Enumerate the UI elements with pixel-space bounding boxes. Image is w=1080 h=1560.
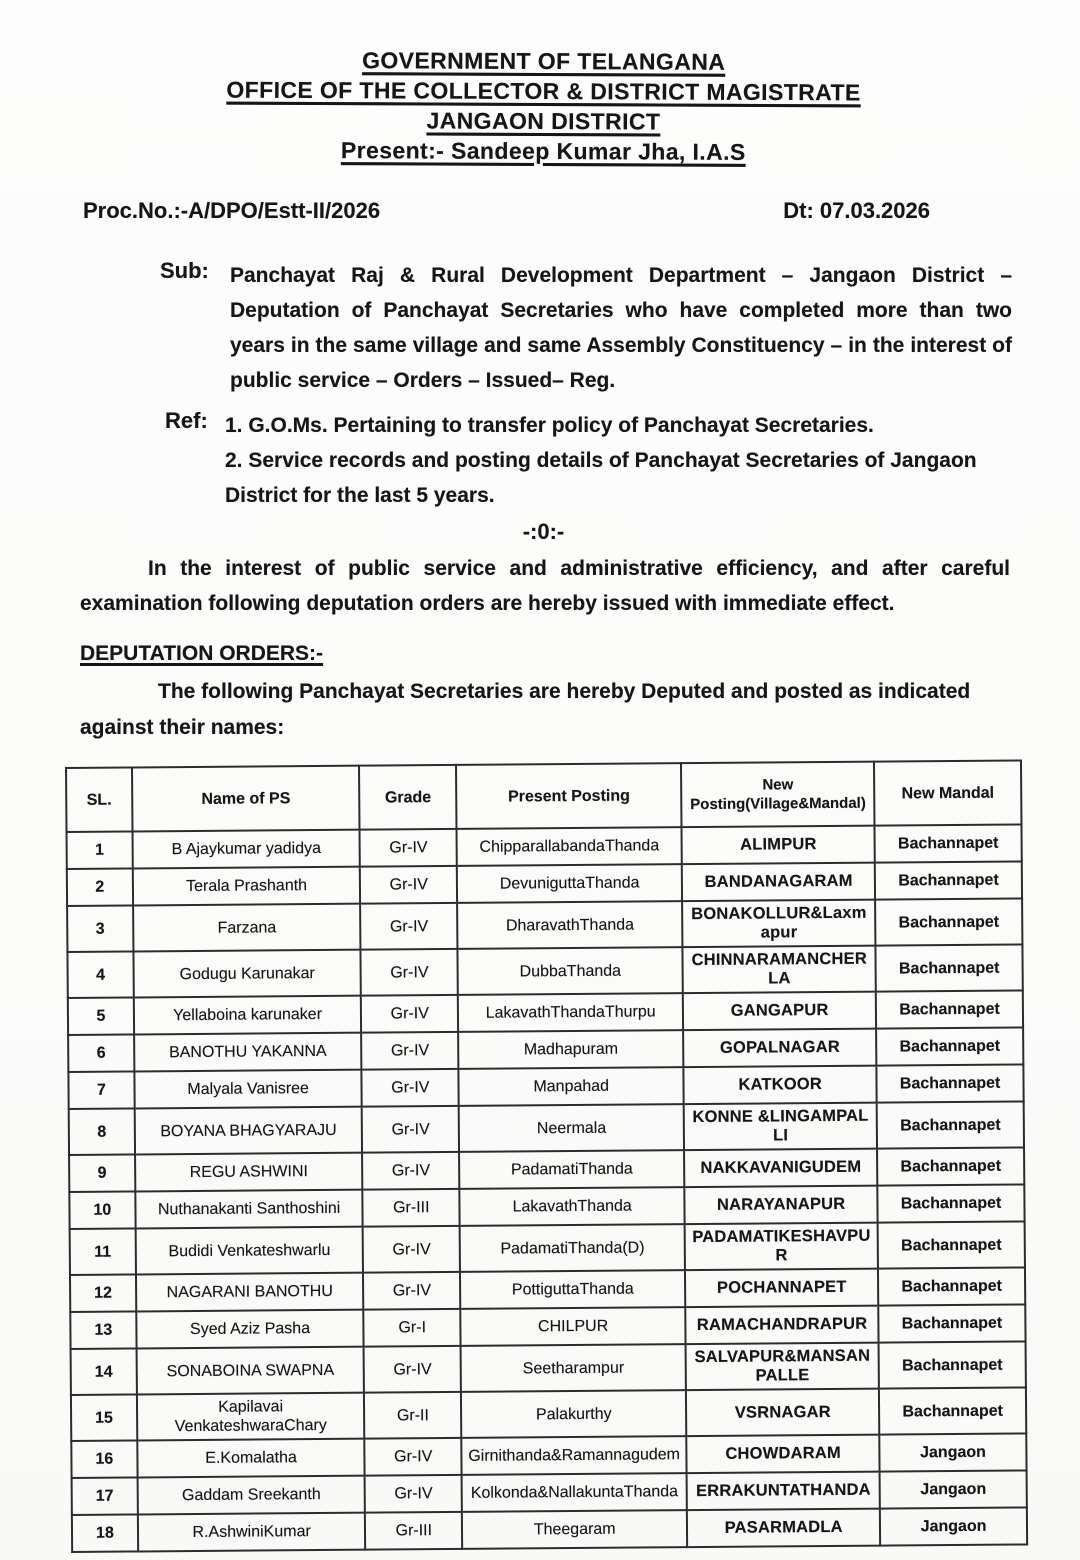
cell-new-posting: VSRNAGAR — [686, 1389, 879, 1437]
cell-sl: 5 — [68, 997, 134, 1035]
col-header-name: Name of PS — [132, 766, 360, 832]
cell-new-mandal: Bachannapet — [878, 1184, 1025, 1222]
cell-sl: 2 — [67, 868, 133, 906]
cell-new-posting: PADAMATIKESHAVPUR — [685, 1223, 878, 1271]
cell-sl: 3 — [67, 905, 133, 952]
cell-present: Theegaram — [462, 1510, 687, 1549]
cell-sl: 6 — [68, 1034, 134, 1072]
cell-new-posting: GOPALNAGAR — [683, 1029, 876, 1068]
cell-new-mandal: Bachannapet — [875, 824, 1022, 862]
cell-name: Syed Aziz Pasha — [136, 1310, 364, 1349]
cell-sl: 11 — [70, 1228, 136, 1275]
cell-new-mandal: Bachannapet — [879, 1387, 1026, 1434]
cell-name: Nuthanakanti Santhoshini — [135, 1190, 363, 1229]
cell-present: DevuniguttaThanda — [457, 864, 682, 903]
cell-present: DharavathThanda — [457, 901, 682, 949]
subject-text: Panchayat Raj & Rural Development Department – Jangaon District – Deputation of Panchayat Secretaries who have completed more than two years in the same village and same Assembly Constituency – in the interest of public service – Orders – Issued– Reg. — [230, 264, 1012, 392]
cell-name: Godugu Karunakar — [133, 950, 361, 998]
cell-new-posting: GANGAPUR — [683, 992, 876, 1031]
reference-items — [225, 408, 1015, 513]
cell-grade: Gr-IV — [361, 995, 458, 1033]
cell-sl: 15 — [71, 1394, 137, 1441]
table-row — [67, 944, 1022, 997]
col-header-grade: Grade — [359, 765, 456, 830]
cell-present: Palakurthy — [461, 1390, 686, 1438]
cell-present: LakavathThandaThurpu — [458, 993, 683, 1032]
cell-present: PottiguttaThanda — [460, 1270, 685, 1309]
cell-present: DubbaThanda — [458, 947, 683, 995]
col-header-new-posting: New Posting(Village&Mandal) — [681, 762, 874, 828]
table-row — [70, 1221, 1025, 1274]
deputation-table — [65, 759, 1028, 1552]
col-header-sl: SL. — [66, 767, 132, 832]
cell-sl: 7 — [68, 1071, 134, 1109]
cell-name: BOYANA BHAGYARAJU — [134, 1107, 362, 1155]
cell-sl: 17 — [72, 1477, 138, 1515]
cell-new-posting: RAMACHANDRAPUR — [685, 1306, 878, 1345]
table-row — [71, 1341, 1026, 1394]
cell-new-mandal: Bachannapet — [877, 1147, 1024, 1185]
cell-name: Malyala Vanisree — [134, 1070, 362, 1109]
cell-new-posting: SALVAPUR&MANSANPALLE — [686, 1343, 879, 1391]
cell-present: Madhapuram — [458, 1030, 683, 1069]
cell-new-mandal: Bachannapet — [876, 990, 1023, 1028]
cell-new-posting: ERRAKUNTATHANDA — [687, 1472, 880, 1511]
cell-sl: 1 — [67, 831, 133, 869]
cell-grade: Gr-IV — [360, 866, 457, 904]
table-head — [66, 760, 1021, 831]
cell-name: Gaddam Sreekanth — [137, 1476, 365, 1515]
cell-name: Farzana — [133, 904, 361, 952]
cell-grade: Gr-IV — [362, 1032, 459, 1070]
cell-new-mandal: Jangaon — [880, 1470, 1027, 1508]
cell-new-mandal: Bachannapet — [878, 1267, 1025, 1305]
cell-grade: Gr-IV — [362, 1152, 459, 1190]
cell-grade: Gr-IV — [363, 1272, 460, 1310]
cell-present: LakavathThanda — [459, 1187, 684, 1226]
cell-new-mandal: Bachannapet — [879, 1341, 1026, 1388]
cell-sl: 18 — [72, 1514, 138, 1552]
cell-new-posting: CHOWDARAM — [687, 1435, 880, 1474]
cell-present: Neermala — [459, 1104, 684, 1152]
cell-name: E.Komalatha — [137, 1439, 365, 1478]
orders-intro: The following Panchayat Secretaries are hereby Deputed and posted as indicated against their names: — [80, 680, 971, 739]
cell-grade: Gr-IV — [360, 829, 457, 867]
cell-name: Terala Prashanth — [133, 867, 361, 906]
table-row — [71, 1387, 1026, 1440]
cell-present: Kolkonda&NallakuntaThanda — [462, 1473, 687, 1512]
cell-new-mandal: Bachannapet — [877, 1064, 1024, 1102]
cell-new-posting: NAKKAVANIGUDEM — [684, 1149, 877, 1188]
cell-present: Girnithanda&Ramannagudem — [461, 1436, 686, 1475]
letterhead — [65, 44, 1023, 168]
cell-grade: Gr-I — [364, 1309, 461, 1347]
cell-sl: 4 — [67, 951, 133, 998]
cell-new-posting: NARAYANAPUR — [685, 1186, 878, 1225]
reference-item-1: 1. G.O.Ms. Pertaining to transfer policy of Panchayat Secretaries. — [225, 414, 874, 437]
cell-grade: Gr-II — [364, 1392, 461, 1439]
district-title: JANGAON DISTRICT — [426, 107, 661, 135]
reference-block — [165, 408, 1022, 513]
section-separator: -:0:- — [522, 519, 565, 544]
cell-present: PadamatiThanda(D) — [460, 1224, 685, 1272]
cell-sl: 8 — [69, 1108, 135, 1155]
cell-new-posting: CHINNARAMANCHERLA — [683, 946, 876, 994]
cell-grade: Gr-IV — [361, 949, 458, 996]
table-row — [72, 1507, 1027, 1551]
cell-present: Manpahad — [459, 1067, 684, 1106]
cell-new-mandal: Bachannapet — [875, 898, 1022, 945]
cell-grade: Gr-IV — [362, 1106, 459, 1153]
cell-new-posting: BANDANAGARAM — [682, 863, 875, 902]
cell-sl: 16 — [71, 1440, 137, 1478]
cell-new-mandal: Bachannapet — [877, 1101, 1024, 1148]
proc-row — [83, 198, 1022, 224]
cell-grade: Gr-IV — [364, 1346, 461, 1393]
cell-grade: Gr-III — [365, 1512, 462, 1550]
col-header-new-mandal: New Mandal — [874, 760, 1021, 825]
cell-present: Seetharampur — [461, 1344, 686, 1392]
cell-sl: 14 — [71, 1348, 137, 1395]
intro-paragraph: In the interest of public service and administrative efficiency, and after careful examination following deputation orders are hereby issued with immediate effect. — [80, 557, 1010, 615]
cell-new-posting: BONAKOLLUR&Laxmapur — [682, 900, 875, 948]
present-officer: Present:- Sandeep Kumar Jha, I.A.S — [340, 137, 746, 165]
cell-new-mandal: Bachannapet — [878, 1221, 1025, 1268]
cell-grade: Gr-IV — [365, 1438, 462, 1476]
cell-present: ChipparallabandaThanda — [457, 827, 682, 866]
cell-name: Budidi Venkateshwarlu — [135, 1227, 363, 1275]
cell-grade: Gr-IV — [361, 903, 458, 950]
cell-name: Kapilavai VenkateshwaraChary — [137, 1393, 365, 1441]
table-row — [67, 898, 1022, 951]
cell-new-posting: KONNE &LINGAMPALLI — [684, 1103, 877, 1151]
cell-new-posting: KATKOOR — [684, 1066, 877, 1105]
cell-present: CHILPUR — [460, 1307, 685, 1346]
cell-sl: 12 — [70, 1274, 136, 1312]
subject-block — [160, 258, 1022, 398]
deputation-orders-heading: DEPUTATION ORDERS:- — [80, 642, 324, 665]
cell-new-mandal: Jangaon — [879, 1433, 1026, 1471]
cell-new-mandal: Bachannapet — [876, 1027, 1023, 1065]
document-date: Dt: 07.03.2026 — [783, 198, 930, 223]
cell-sl: 9 — [69, 1154, 135, 1192]
cell-name: REGU ASHWINI — [135, 1153, 363, 1192]
cell-new-posting: PASARMADLA — [687, 1509, 880, 1548]
cell-present: PadamatiThanda — [459, 1150, 684, 1189]
reference-item-2: 2. Service records and posting details of Panchayat Secretaries of Jangaon District for the last 5 years. — [225, 449, 977, 507]
cell-new-mandal: Jangaon — [880, 1507, 1027, 1545]
table-row — [69, 1101, 1024, 1154]
cell-new-mandal: Bachannapet — [878, 1304, 1025, 1342]
cell-sl: 13 — [70, 1311, 136, 1349]
cell-grade: Gr-III — [363, 1189, 460, 1227]
reference-label: Ref: — [165, 408, 208, 433]
cell-new-posting: ALIMPUR — [682, 826, 875, 865]
cell-new-mandal: Bachannapet — [876, 944, 1023, 991]
government-title: GOVERNMENT OF TELANGANA — [362, 47, 726, 75]
cell-name: R.AshwiniKumar — [138, 1513, 366, 1552]
cell-name: BANOTHU YAKANNA — [134, 1033, 362, 1072]
cell-name: NAGARANI BANOTHU — [136, 1273, 364, 1312]
table-body — [67, 824, 1028, 1551]
cell-new-posting: POCHANNAPET — [685, 1269, 878, 1308]
col-header-present: Present Posting — [456, 763, 682, 829]
office-title: OFFICE OF THE COLLECTOR & DISTRICT MAGISTRATE — [226, 76, 861, 106]
cell-new-mandal: Bachannapet — [875, 861, 1022, 899]
subject-label: Sub: — [160, 258, 209, 283]
cell-grade: Gr-IV — [362, 1069, 459, 1107]
cell-sl: 10 — [69, 1191, 135, 1229]
proc-number: Proc.No.:-A/DPO/Estt-II/2026 — [83, 198, 381, 223]
table-header-row — [66, 760, 1021, 831]
cell-grade: Gr-IV — [363, 1226, 460, 1273]
cell-name: Yellaboina karunaker — [134, 996, 362, 1035]
cell-name: B Ajaykumar yadidya — [132, 830, 360, 869]
cell-name: SONABOINA SWAPNA — [136, 1347, 364, 1395]
cell-grade: Gr-IV — [365, 1475, 462, 1513]
